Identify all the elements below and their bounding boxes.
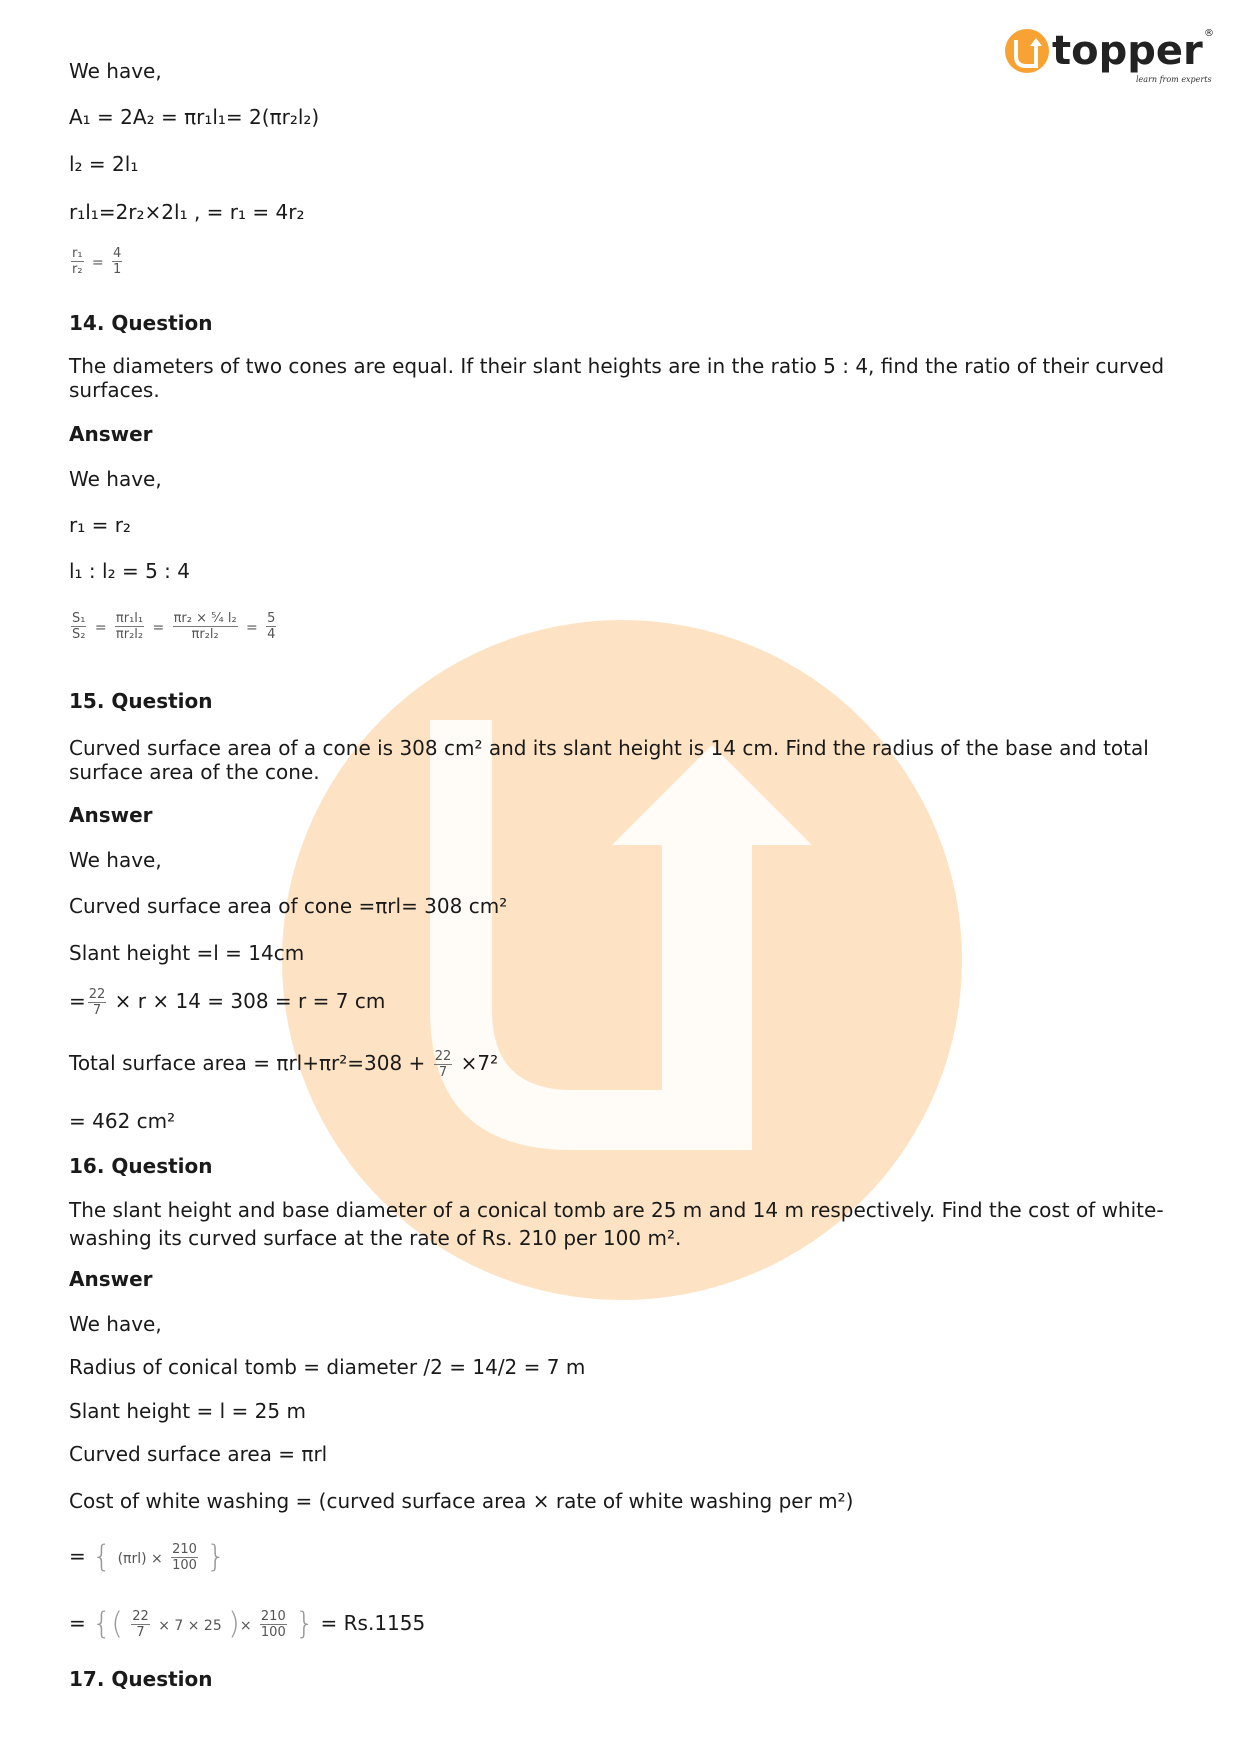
q15-tsa: Total surface area = πrl+πr²=308 + $\frac{22}{7}$ ×7² xyxy=(69,1049,499,1080)
q16-cost: Cost of white washing = (curved surface area × rate of white washing per m²) xyxy=(69,1489,854,1513)
q14-intro: We have, xyxy=(69,467,162,491)
q13-slant-relation: l₂ = 2l₁ xyxy=(69,152,139,176)
q15-heading: 15. Question xyxy=(69,689,213,713)
q16-csa: Curved surface area = πrl xyxy=(69,1442,328,1466)
svg-text:learn from experts: learn from experts xyxy=(1136,75,1212,84)
q14-text: The diameters of two cones are equal. If their slant heights are in the ratio 5 : 4, find the ratio of their curved surfaces. xyxy=(69,354,1165,402)
q13-ratio: $\frac{\text{r₁}}{\text{r₂}}$ = $\frac{4}{1}$ xyxy=(72,246,122,277)
q15-slant: Slant height =l = 14cm xyxy=(69,941,305,965)
q14-heading: 14. Question xyxy=(69,311,213,335)
q13-intro: We have, xyxy=(69,59,162,83)
q13-area-relation: A₁ = 2A₂ = πr₁l₁= 2(πr₂l₂) xyxy=(69,105,320,129)
q16-heading: 16. Question xyxy=(69,1154,213,1178)
q16-text: The slant height and base diameter of a conical tomb are 25 m and 14 m respectively. Find the cost of white-washing its curved surface at the rate of Rs. 210 per 100 m². xyxy=(69,1198,1164,1250)
q15-result: = 462 cm² xyxy=(69,1109,176,1133)
q15-intro: We have, xyxy=(69,848,162,872)
q16-step2: = {( $\frac{22}{7}$ × 7 × 25 )× $\frac{210}{100}$ } = Rs.1155 xyxy=(69,1606,426,1642)
q14-working: $\frac{\text{S₁}}{\text{S₂}}$ = $\frac{\text{πr₁l₁}}{\text{πr₂l₂}}$ = $\frac{\text{πr₂ × ⁵⁄₄ l₂}}{\text{πr₂l₂}}$ = $\frac{5}{4}$ xyxy=(72,611,276,642)
q14-radius-equal: r₁ = r₂ xyxy=(69,513,131,537)
q13-radius-relation: r₁l₁=2r₂×2l₁ , = r₁ = 4r₂ xyxy=(69,200,305,224)
svg-text:®: ® xyxy=(1204,28,1214,39)
q15-text: Curved surface area of a cone is 308 cm² and its slant height is 14 cm. Find the radius of the base and total surface area of the cone. xyxy=(69,736,1149,784)
q16-step1: = { (πrl) × $\frac{210}{100}$ } xyxy=(69,1539,226,1575)
q15-csa: Curved surface area of cone =πrl= 308 cm² xyxy=(69,894,508,918)
q14-slant-ratio: l₁ : l₂ = 5 : 4 xyxy=(69,559,190,583)
q16-answer-label: Answer xyxy=(69,1267,153,1291)
topper-logo xyxy=(1004,24,1214,90)
q15-step: = $\frac{22}{7}$ × r × 14 = 308 = r = 7 cm xyxy=(69,987,386,1018)
q16-radius: Radius of conical tomb = diameter /2 = 14/2 = 7 m xyxy=(69,1355,586,1379)
q16-slant: Slant height = l = 25 m xyxy=(69,1399,306,1423)
q16-intro: We have, xyxy=(69,1312,162,1336)
q14-answer-label: Answer xyxy=(69,422,153,446)
q15-answer-label: Answer xyxy=(69,803,153,827)
q17-heading: 17. Question xyxy=(69,1667,213,1691)
svg-text:topper: topper xyxy=(1052,28,1203,74)
